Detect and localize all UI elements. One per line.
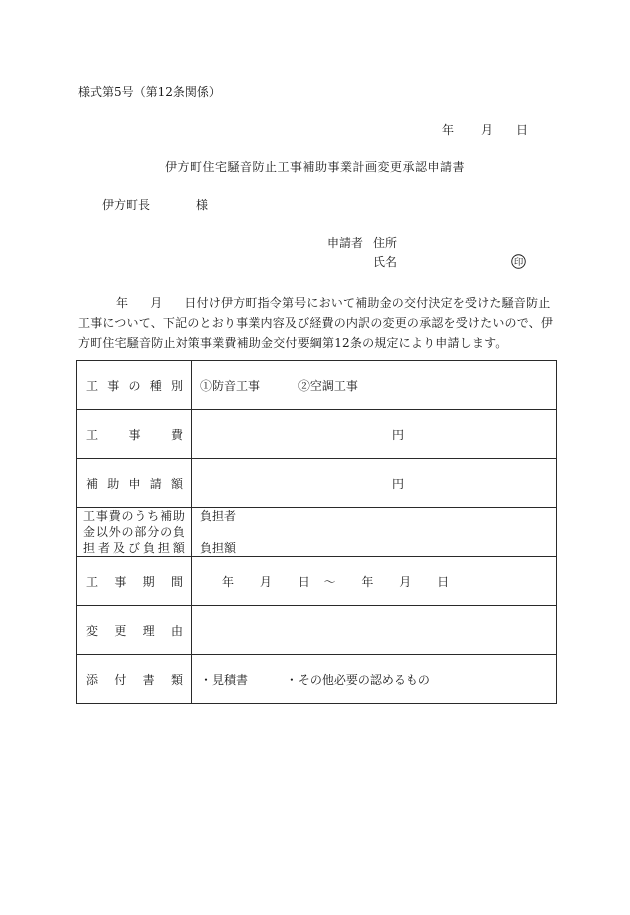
row-label-subsidy-amount (77, 459, 192, 508)
label-char: 工 (86, 574, 99, 589)
label-char: 額 (170, 476, 183, 491)
body-year: 年 (116, 296, 129, 310)
label-char: 分 (147, 525, 160, 539)
period-start-month: 月 (259, 574, 272, 589)
spread-label (83, 524, 191, 540)
label-char: 以 (95, 525, 108, 539)
option-aircon: ②空調工事 (297, 378, 358, 393)
subsidy-amount-value[interactable] (192, 459, 557, 508)
body-paragraph (78, 293, 558, 353)
label-char: 補 (86, 476, 99, 491)
row-label-attachments (77, 655, 192, 704)
label-char: 工 (86, 427, 99, 442)
label-char: 類 (170, 672, 183, 687)
body-month: 月 (150, 296, 163, 310)
label-char: 者 (97, 541, 110, 555)
label-char: 担 (83, 541, 96, 555)
label-char: 申 (128, 476, 141, 491)
unit-yen: 円 (391, 427, 404, 442)
label-char: の (121, 525, 134, 539)
period-separator: ～ (323, 574, 336, 589)
spread-label (77, 475, 191, 492)
table-row (77, 410, 557, 459)
label-char: 負 (172, 525, 185, 539)
label-char: 負 (142, 541, 155, 555)
address-label: 住所 (373, 236, 398, 250)
label-char: 別 (170, 378, 183, 393)
row-label-work-cost (77, 410, 192, 459)
label-char: 由 (170, 623, 183, 638)
application-table (76, 360, 557, 704)
label-char: 費 (170, 427, 183, 442)
attachment-estimate: ・見積書 (200, 672, 249, 687)
label-char: 金 (83, 525, 96, 539)
row-label-work-type (77, 361, 192, 410)
attachments-value[interactable] (192, 655, 557, 704)
label-char: 更 (114, 623, 127, 638)
label-char: の (128, 378, 141, 393)
period-end-month: 月 (399, 574, 412, 589)
date-day: 日 (516, 123, 529, 137)
label-char: 工 (83, 509, 96, 523)
period-end-day: 日 (437, 574, 450, 589)
attachment-other: ・その他必要の認めるもの (285, 672, 430, 687)
addressee-honorific: 様 (196, 198, 209, 212)
spread-label (77, 377, 191, 394)
label-char: 事 (114, 574, 127, 589)
label-char: 事 (95, 509, 108, 523)
spread-label (77, 622, 191, 639)
period-end-year: 年 (361, 574, 374, 589)
spread-label (77, 573, 191, 590)
seal-icon (511, 254, 526, 269)
spread-label (83, 540, 191, 556)
label-char: 付 (114, 672, 127, 687)
unit-yen: 円 (391, 476, 404, 491)
period-start-day: 日 (297, 574, 310, 589)
label-char: 間 (170, 574, 183, 589)
applicant-label: 申請者 (327, 236, 364, 250)
label-char: 種 (149, 378, 162, 393)
label-char: 外 (108, 525, 121, 539)
label-char: 書 (142, 672, 155, 687)
label-char: 工 (86, 378, 99, 393)
label-char: 理 (142, 623, 155, 638)
work-cost-value[interactable] (192, 410, 557, 459)
name-label: 氏名 (373, 255, 398, 269)
label-char: 助 (107, 476, 120, 491)
spread-label (77, 426, 191, 443)
spread-label (83, 508, 191, 524)
form-number: 様式第5号（第12条関係） (78, 85, 221, 99)
table-row (77, 606, 557, 655)
row-label-burden (77, 508, 192, 557)
label-char: 補 (160, 509, 173, 523)
label-char: 請 (149, 476, 162, 491)
option-soundproof: ①防音工事 (200, 378, 261, 393)
label-char: び (127, 541, 140, 555)
spread-label (77, 671, 191, 688)
work-period-value[interactable] (192, 557, 557, 606)
period-start-year: 年 (222, 574, 235, 589)
label-char: 額 (172, 541, 185, 555)
burden-payer-label: 負担者 (200, 509, 237, 523)
label-char: 変 (86, 623, 99, 638)
table-row (77, 361, 557, 410)
table-row (77, 508, 557, 557)
label-char: 部 (134, 525, 147, 539)
body-text: 日付け伊方町指令第号において補助金の交付決定を受けた騒音防止工事について、下記のとおり事業内容及び経費の内訳の変更の承認を受けたいので、伊方町住宅騒音防止対策事業費補助金交付要綱第12条の規定により申請します。 (78, 296, 554, 350)
row-label-work-period (77, 557, 192, 606)
date-month: 月 (481, 123, 494, 137)
label-char: 助 (172, 509, 185, 523)
work-type-value[interactable] (192, 361, 557, 410)
label-char: 添 (86, 672, 99, 687)
addressee-name: 伊方町長 (102, 198, 151, 212)
label-char: の (121, 509, 134, 523)
burden-amount-label: 負担額 (200, 541, 237, 555)
row-label-change-reason (77, 606, 192, 655)
label-char: 事 (128, 427, 141, 442)
label-char: 及 (112, 541, 125, 555)
label-char: う (134, 509, 147, 523)
date-year: 年 (442, 123, 455, 137)
table-row (77, 459, 557, 508)
document-title: 伊方町住宅騒音防止工事補助事業計画変更承認申請書 (164, 160, 465, 174)
change-reason-value[interactable] (192, 606, 557, 655)
table-row (77, 557, 557, 606)
label-char: 期 (142, 574, 155, 589)
seal-text: 印 (513, 256, 524, 268)
label-char: 費 (108, 509, 121, 523)
label-char: 事 (107, 378, 120, 393)
label-char: の (160, 525, 173, 539)
table-row (77, 655, 557, 704)
label-char: 担 (157, 541, 170, 555)
burden-value[interactable] (192, 508, 557, 557)
label-char: ち (147, 509, 160, 523)
